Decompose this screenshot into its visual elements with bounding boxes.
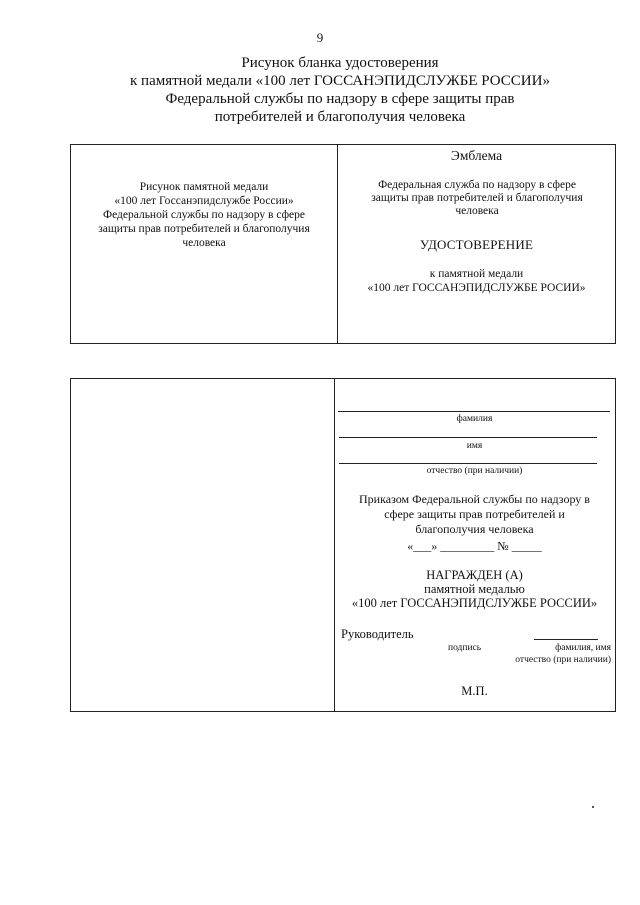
signature-label: подпись bbox=[448, 643, 482, 653]
name-label: имя bbox=[466, 441, 483, 451]
certificate-inner bbox=[70, 378, 616, 712]
certificate-cover bbox=[70, 144, 616, 344]
caption-line: человека bbox=[182, 237, 226, 249]
order-line: Приказом Федеральной службы по надзору в bbox=[359, 492, 590, 506]
service-line: защиты прав потребителей и благополучия bbox=[371, 192, 583, 204]
emblem-label: Эмблема bbox=[450, 148, 503, 163]
surname-label: фамилия bbox=[456, 414, 493, 424]
awarded-text bbox=[334, 568, 615, 610]
title-line: к памятной медали «100 лет ГОССАНЭПИДСЛУЖБЕ РОССИИ» bbox=[130, 73, 550, 89]
caption-line: Рисунок памятной медали bbox=[139, 181, 269, 193]
head-label: Руководитель bbox=[341, 627, 414, 641]
title-line: потребителей и благополучия человека bbox=[214, 109, 466, 125]
caption-line: Федеральной службы по надзору в сфере bbox=[103, 209, 305, 221]
medal-line: к памятной медали bbox=[429, 268, 524, 280]
fio-label: фамилия, имя bbox=[555, 643, 611, 653]
medal-name bbox=[338, 267, 615, 295]
scan-mark bbox=[592, 806, 594, 808]
fio-patronymic-label: отчество (при наличии) bbox=[515, 655, 611, 665]
caption-line: защиты прав потребителей и благополучия bbox=[98, 223, 310, 235]
caption-line: «100 лет Госсанэпидслужбе России» bbox=[114, 195, 294, 207]
surname-line bbox=[338, 411, 610, 412]
order-date-number: «___» _________ № _____ bbox=[407, 539, 542, 553]
title-line: Рисунок бланка удостоверения bbox=[241, 55, 439, 71]
service-name bbox=[352, 179, 602, 218]
patronymic-label: отчество (при наличии) bbox=[426, 466, 523, 476]
awarded-line: НАГРАЖДЕН (А) bbox=[426, 568, 523, 582]
awarded-line: памятной медалью bbox=[424, 582, 525, 596]
page-number: 9 bbox=[316, 30, 324, 45]
awarded-line: «100 лет ГОССАНЭПИДСЛУЖБЕ РОССИИ» bbox=[351, 596, 598, 610]
order-text bbox=[334, 492, 615, 537]
document-title bbox=[110, 54, 570, 126]
medal-drawing-caption bbox=[71, 180, 337, 250]
title-line: Федеральной службы по надзору в сфере защиты прав bbox=[165, 91, 515, 107]
service-line: человека bbox=[455, 205, 499, 217]
name-line bbox=[339, 437, 597, 438]
certificate-heading: УДОСТОВЕРЕНИЕ bbox=[419, 237, 534, 252]
stamp-place: М.П. bbox=[461, 684, 488, 698]
medal-line: «100 лет ГОССАНЭПИДСЛУЖБЕ РОСИИ» bbox=[367, 282, 586, 294]
order-line: сфере защиты прав потребителей и bbox=[384, 507, 565, 521]
patronymic-line bbox=[339, 463, 597, 464]
service-line: Федеральная служба по надзору в сфере bbox=[378, 179, 576, 191]
fio-line bbox=[534, 639, 598, 640]
order-line: благополучия человека bbox=[415, 522, 534, 536]
